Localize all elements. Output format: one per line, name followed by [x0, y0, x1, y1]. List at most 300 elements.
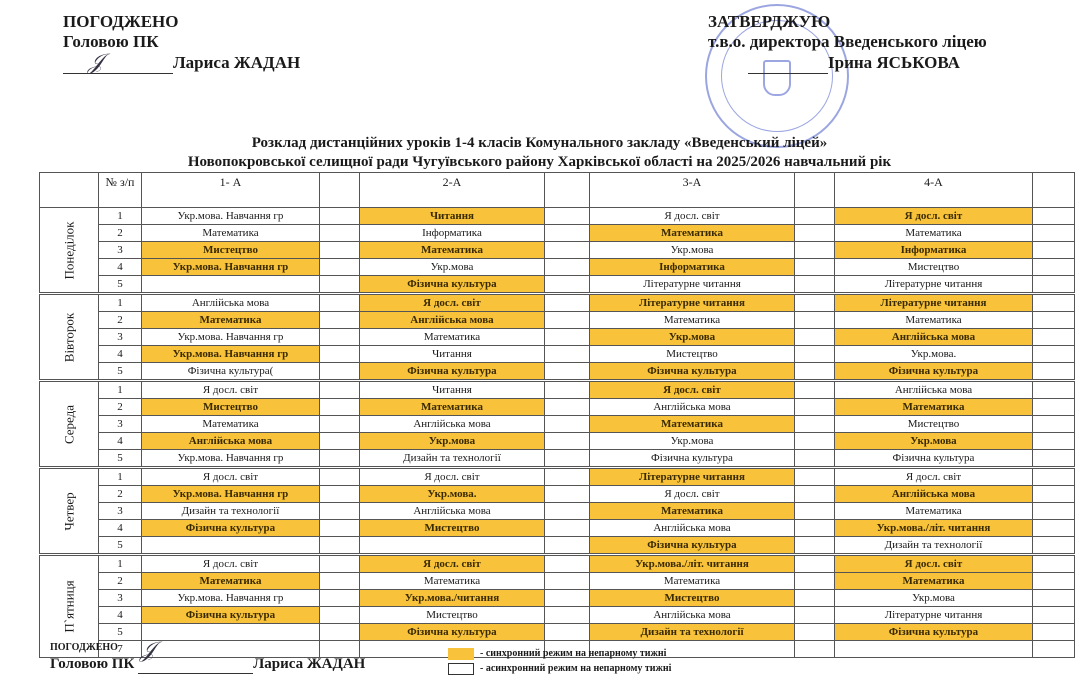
spacer-cell	[794, 573, 834, 590]
lesson-number: 1	[98, 381, 141, 399]
spacer-cell	[794, 555, 834, 573]
lesson-cell: Мистецтво	[589, 346, 794, 363]
director-name: Ірина ЯСЬКОВА	[828, 53, 960, 72]
spacer-cell	[794, 607, 834, 624]
spacer-cell	[794, 537, 834, 555]
approver-name: Лариса ЖАДАН	[173, 53, 301, 72]
spacer-header	[319, 173, 359, 208]
spacer-cell	[544, 276, 589, 294]
lesson-cell: Математика	[834, 312, 1032, 329]
day-label: Середа	[61, 404, 77, 444]
lesson-cell: Математика	[359, 399, 544, 416]
lesson-number: 1	[98, 555, 141, 573]
spacer-cell	[544, 346, 589, 363]
spacer-cell	[1032, 276, 1074, 294]
spacer-cell	[544, 503, 589, 520]
spacer-cell	[319, 520, 359, 537]
spacer-cell	[794, 433, 834, 450]
spacer-cell	[1032, 242, 1074, 259]
spacer-cell	[1032, 399, 1074, 416]
legend-sync-label: - синхронний режим на непарному тижні	[480, 648, 667, 659]
spacer-cell	[794, 363, 834, 381]
spacer-cell	[319, 294, 359, 312]
lesson-number: 3	[98, 503, 141, 520]
lesson-cell: Дизайн та технології	[359, 450, 544, 468]
spacer-cell	[319, 573, 359, 590]
lesson-cell: Інформатика	[589, 259, 794, 276]
table-row	[40, 381, 1075, 399]
spacer-cell	[319, 225, 359, 242]
spacer-cell	[544, 450, 589, 468]
lesson-cell: Математика	[141, 416, 319, 433]
spacer-cell	[1032, 329, 1074, 346]
lesson-cell: Я досл. світ	[359, 468, 544, 486]
lesson-number: 2	[98, 486, 141, 503]
class-header: 3-А	[589, 173, 794, 208]
day-label: Понеділок	[61, 221, 77, 279]
approver-position: Головою ПК	[63, 32, 159, 51]
table-row	[40, 468, 1075, 486]
lesson-cell: Фізична культура	[141, 607, 319, 624]
legend-item-async	[448, 661, 671, 676]
lesson-cell: Я досл. світ	[834, 468, 1032, 486]
lesson-cell: Англійська мова	[834, 381, 1032, 399]
table-row	[40, 329, 1075, 346]
lesson-number: 3	[98, 590, 141, 607]
table-row	[40, 537, 1075, 555]
day-label-cell	[40, 294, 99, 381]
spacer-cell	[1032, 294, 1074, 312]
approved-label: ПОГОДЖЕНО	[63, 12, 179, 31]
table-row	[40, 607, 1075, 624]
lesson-cell: Математика	[834, 225, 1032, 242]
director-position: т.в.о. директора Введенського ліцею	[708, 32, 987, 51]
table-row	[40, 520, 1075, 537]
table-row	[40, 242, 1075, 259]
lesson-number: 4	[98, 520, 141, 537]
table-row	[40, 363, 1075, 381]
async-swatch-icon	[448, 663, 474, 675]
lesson-cell: Математика	[589, 416, 794, 433]
table-row	[40, 590, 1075, 607]
spacer-cell	[544, 312, 589, 329]
spacer-cell	[319, 381, 359, 399]
spacer-cell	[1032, 503, 1074, 520]
spacer-cell	[1032, 573, 1074, 590]
spacer-cell	[544, 381, 589, 399]
lesson-cell: Читання	[359, 208, 544, 225]
lesson-cell: Укр.мова.	[834, 346, 1032, 363]
spacer-cell	[1032, 381, 1074, 399]
spacer-cell	[319, 450, 359, 468]
table-row	[40, 624, 1075, 641]
spacer-cell	[544, 225, 589, 242]
spacer-cell	[1032, 590, 1074, 607]
spacer-cell	[319, 468, 359, 486]
spacer-cell	[319, 624, 359, 641]
lesson-cell: Я досл. світ	[141, 468, 319, 486]
lesson-cell: Англійська мова	[359, 503, 544, 520]
lesson-number: 5	[98, 363, 141, 381]
spacer-cell	[544, 399, 589, 416]
spacer-cell	[319, 537, 359, 555]
spacer-cell	[319, 208, 359, 225]
lesson-cell: Математика	[141, 225, 319, 242]
lesson-cell: Фізична культура	[834, 363, 1032, 381]
table-row	[40, 312, 1075, 329]
lesson-number: 1	[98, 294, 141, 312]
spacer-cell	[794, 503, 834, 520]
spacer-cell	[1032, 486, 1074, 503]
spacer-cell	[544, 329, 589, 346]
lesson-cell: Англійська мова	[359, 312, 544, 329]
lesson-number: 5	[98, 537, 141, 555]
table-row	[40, 503, 1075, 520]
lesson-cell: Літературне читання	[589, 294, 794, 312]
document-subtitle: Новопокровської селищної ради Чугуївського району Харківської області на 2025/2026 навчальний рік	[187, 154, 892, 170]
lesson-number: 3	[98, 329, 141, 346]
lesson-cell: Математика	[141, 573, 319, 590]
lesson-cell: Укр.мова	[834, 590, 1032, 607]
lesson-cell: Укр.мова. Навчання гр	[141, 259, 319, 276]
spacer-cell	[544, 520, 589, 537]
class-header: 2-А	[359, 173, 544, 208]
spacer-cell	[544, 208, 589, 225]
footer-name: Лариса ЖАДАН	[253, 656, 366, 672]
table-row	[40, 346, 1075, 363]
sync-swatch-icon	[448, 648, 474, 660]
lesson-cell: Дизайн та технології	[589, 624, 794, 641]
signature-line	[748, 57, 828, 74]
spacer-cell	[794, 294, 834, 312]
class-header: 1- А	[141, 173, 319, 208]
lesson-cell: Літературне читання	[834, 294, 1032, 312]
lesson-cell: Математика	[589, 225, 794, 242]
spacer-cell	[794, 590, 834, 607]
spacer-cell	[1032, 468, 1074, 486]
spacer-cell	[319, 399, 359, 416]
spacer-cell	[319, 433, 359, 450]
spacer-cell	[544, 468, 589, 486]
spacer-cell	[319, 555, 359, 573]
spacer-cell	[544, 294, 589, 312]
table-row	[40, 225, 1075, 242]
lesson-cell	[141, 276, 319, 294]
spacer-cell	[794, 208, 834, 225]
lesson-number: 1	[98, 468, 141, 486]
spacer-cell	[319, 346, 359, 363]
table-header-row	[40, 173, 1075, 208]
lesson-cell: Літературне читання	[834, 607, 1032, 624]
lesson-number: 4	[98, 433, 141, 450]
lesson-cell: Фізична культура	[589, 450, 794, 468]
lesson-cell: Англійська мова	[589, 399, 794, 416]
table-row	[40, 450, 1075, 468]
lesson-cell: Укр.мова	[589, 433, 794, 450]
spacer-header	[544, 173, 589, 208]
lesson-cell: Літературне читання	[589, 468, 794, 486]
spacer-cell	[794, 225, 834, 242]
table-row	[40, 294, 1075, 312]
lesson-cell: Літературне читання	[834, 276, 1032, 294]
spacer-cell	[319, 416, 359, 433]
lesson-cell: Математика	[141, 312, 319, 329]
approval-block-right	[708, 12, 987, 74]
lesson-cell: Літературне читання	[589, 276, 794, 294]
approval-block-footer	[50, 642, 365, 674]
lesson-cell: Фізична культура	[589, 363, 794, 381]
legend-async-label: - асинхронний режим на непарному тижні	[480, 663, 672, 674]
lesson-cell: Укр.мова	[834, 433, 1032, 450]
spacer-cell	[1032, 624, 1074, 641]
spacer-cell	[544, 416, 589, 433]
spacer-cell	[544, 607, 589, 624]
lesson-cell: Мистецтво	[141, 399, 319, 416]
spacer-cell	[1032, 450, 1074, 468]
lesson-cell: Мистецтво	[589, 590, 794, 607]
spacer-cell	[1032, 433, 1074, 450]
lesson-cell: Дизайн та технології	[141, 503, 319, 520]
spacer-cell	[319, 363, 359, 381]
spacer-cell	[1032, 416, 1074, 433]
spacer-cell	[319, 590, 359, 607]
table-row	[40, 555, 1075, 573]
signature-icon: 𝒥	[140, 638, 156, 663]
spacer-cell	[544, 486, 589, 503]
lesson-number: 2	[98, 573, 141, 590]
lesson-cell: Я досл. світ	[359, 294, 544, 312]
table-row	[40, 573, 1075, 590]
schedule-table	[39, 172, 1075, 658]
spacer-cell	[794, 276, 834, 294]
spacer-cell	[794, 416, 834, 433]
lesson-number: 2	[98, 399, 141, 416]
signature-line	[138, 657, 253, 674]
lesson-cell: Математика	[589, 573, 794, 590]
table-row	[40, 276, 1075, 294]
spacer-cell	[544, 624, 589, 641]
spacer-cell	[794, 346, 834, 363]
lesson-number: 2	[98, 225, 141, 242]
lesson-cell: Математика	[359, 242, 544, 259]
lesson-cell: Англійська мова	[834, 329, 1032, 346]
spacer-cell	[319, 242, 359, 259]
spacer-cell	[319, 312, 359, 329]
day-label: П`ятниця	[61, 580, 77, 633]
spacer-cell	[1032, 208, 1074, 225]
lesson-cell: Фізична культура	[359, 276, 544, 294]
lesson-cell: Я досл. світ	[589, 381, 794, 399]
lesson-cell: Фізична культура	[589, 537, 794, 555]
day-label: Четвер	[61, 491, 77, 531]
spacer-cell	[319, 259, 359, 276]
lesson-cell: Укр.мова.	[359, 486, 544, 503]
spacer-cell	[544, 537, 589, 555]
lesson-cell: Математика	[589, 503, 794, 520]
lesson-cell: Математика	[834, 399, 1032, 416]
table-row	[40, 399, 1075, 416]
lesson-cell: Укр.мова. Навчання гр	[141, 346, 319, 363]
lesson-cell: Я досл. світ	[141, 381, 319, 399]
lesson-number: 3	[98, 416, 141, 433]
lesson-cell: Я досл. світ	[589, 486, 794, 503]
lesson-number: 4	[98, 346, 141, 363]
lesson-cell: Мистецтво	[359, 607, 544, 624]
footer-approved-label: ПОГОДЖЕНО	[50, 642, 118, 653]
document-title: Розклад дистанційних уроків 1-4 класів Комунального закладу «Введенський ліцей»	[251, 135, 828, 151]
table-row	[40, 433, 1075, 450]
day-label-cell	[40, 381, 99, 468]
spacer-cell	[544, 433, 589, 450]
lesson-cell: Мистецтво	[834, 259, 1032, 276]
spacer-cell	[794, 641, 834, 658]
lesson-cell: Інформатика	[359, 225, 544, 242]
day-label-cell	[40, 208, 99, 294]
lesson-cell: Укр.мова. Навчання гр	[141, 208, 319, 225]
legend-item-sync	[448, 646, 671, 661]
table-row	[40, 486, 1075, 503]
lesson-cell: Англійська мова	[141, 433, 319, 450]
spacer-cell	[1032, 312, 1074, 329]
spacer-cell	[1032, 363, 1074, 381]
lesson-number: 5	[98, 450, 141, 468]
spacer-cell	[794, 624, 834, 641]
lesson-number: 5	[98, 276, 141, 294]
lesson-cell: Математика	[359, 329, 544, 346]
spacer-cell	[1032, 225, 1074, 242]
spacer-cell	[794, 450, 834, 468]
lesson-cell: Я досл. світ	[359, 555, 544, 573]
lesson-cell: Англійська мова	[359, 416, 544, 433]
spacer-cell	[544, 242, 589, 259]
spacer-cell	[1032, 520, 1074, 537]
lesson-cell: Укр.мова	[589, 329, 794, 346]
spacer-cell	[1032, 537, 1074, 555]
lesson-number: 4	[98, 259, 141, 276]
lesson-cell: Укр.мова	[359, 433, 544, 450]
lesson-cell	[141, 537, 319, 555]
lesson-cell: Укр.мова./читання	[359, 590, 544, 607]
lesson-cell: Укр.мова	[589, 242, 794, 259]
lesson-cell	[359, 537, 544, 555]
spacer-cell	[794, 329, 834, 346]
lesson-cell: Укр.мова. Навчання гр	[141, 329, 319, 346]
lesson-number: 1	[98, 208, 141, 225]
lesson-cell: Укр.мова./літ. читання	[834, 520, 1032, 537]
signature-icon: 𝒥	[88, 50, 104, 75]
lesson-cell: Я досл. світ	[141, 555, 319, 573]
spacer-cell	[544, 259, 589, 276]
spacer-header	[1032, 173, 1074, 208]
spacer-cell	[544, 590, 589, 607]
lesson-cell: Мистецтво	[141, 242, 319, 259]
lesson-cell: Англійська мова	[589, 520, 794, 537]
footer-position: Головою ПК	[50, 656, 135, 672]
lesson-cell: Фізична культура	[359, 624, 544, 641]
spacer-cell	[794, 242, 834, 259]
table-row	[40, 259, 1075, 276]
lesson-cell: Я досл. світ	[589, 208, 794, 225]
spacer-cell	[794, 312, 834, 329]
approve-label: ЗАТВЕРДЖУЮ	[708, 12, 831, 31]
class-header: 4-А	[834, 173, 1032, 208]
day-label: Вівторок	[61, 312, 77, 362]
spacer-header	[794, 173, 834, 208]
number-header: № з/п	[98, 173, 141, 208]
lesson-cell: Математика	[834, 573, 1032, 590]
spacer-cell	[1032, 607, 1074, 624]
lesson-number: 7	[98, 641, 141, 658]
spacer-cell	[1032, 555, 1074, 573]
lesson-cell	[834, 641, 1032, 658]
spacer-cell	[1032, 346, 1074, 363]
lesson-cell: Укр.мова. Навчання гр	[141, 486, 319, 503]
spacer-cell	[319, 503, 359, 520]
spacer-cell	[794, 520, 834, 537]
lesson-cell: Англійська мова	[141, 294, 319, 312]
lesson-cell: Інформатика	[834, 242, 1032, 259]
spacer-cell	[319, 329, 359, 346]
lesson-cell: Фізична культура(	[141, 363, 319, 381]
spacer-cell	[794, 486, 834, 503]
spacer-cell	[794, 399, 834, 416]
spacer-cell	[544, 573, 589, 590]
lesson-cell: Дизайн та технології	[834, 537, 1032, 555]
lesson-number: 4	[98, 607, 141, 624]
lesson-cell: Математика	[589, 312, 794, 329]
spacer-cell	[794, 468, 834, 486]
legend	[448, 646, 671, 676]
lesson-cell: Англійська мова	[834, 486, 1032, 503]
spacer-cell	[1032, 641, 1074, 658]
lesson-cell: Я досл. світ	[834, 555, 1032, 573]
lesson-cell: Я досл. світ	[834, 208, 1032, 225]
day-header	[40, 173, 99, 208]
lesson-cell: Мистецтво	[359, 520, 544, 537]
lesson-cell	[141, 624, 319, 641]
day-label-cell	[40, 468, 99, 555]
lesson-number: 5	[98, 624, 141, 641]
lesson-cell: Читання	[359, 346, 544, 363]
lesson-number: 2	[98, 312, 141, 329]
lesson-cell: Фізична культура	[141, 520, 319, 537]
table-row	[40, 416, 1075, 433]
lesson-cell: Фізична культура	[834, 624, 1032, 641]
spacer-cell	[1032, 259, 1074, 276]
lesson-cell: Математика	[359, 573, 544, 590]
lesson-cell: Фізична культура	[359, 363, 544, 381]
signature-line	[63, 57, 173, 74]
table-row	[40, 208, 1075, 225]
lesson-cell: Математика	[834, 503, 1032, 520]
lesson-cell: Укр.мова. Навчання гр	[141, 590, 319, 607]
lesson-cell: Читання	[359, 381, 544, 399]
lesson-cell: Укр.мова. Навчання гр	[141, 450, 319, 468]
spacer-cell	[794, 381, 834, 399]
spacer-cell	[544, 363, 589, 381]
lesson-cell: Укр.мова./літ. читання	[589, 555, 794, 573]
lesson-cell: Мистецтво	[834, 416, 1032, 433]
spacer-cell	[319, 276, 359, 294]
lesson-cell: Англійська мова	[589, 607, 794, 624]
spacer-cell	[794, 259, 834, 276]
spacer-cell	[319, 486, 359, 503]
lesson-cell: Укр.мова	[359, 259, 544, 276]
spacer-cell	[319, 607, 359, 624]
lesson-cell: Фізична культура	[834, 450, 1032, 468]
spacer-cell	[544, 555, 589, 573]
lesson-number: 3	[98, 242, 141, 259]
